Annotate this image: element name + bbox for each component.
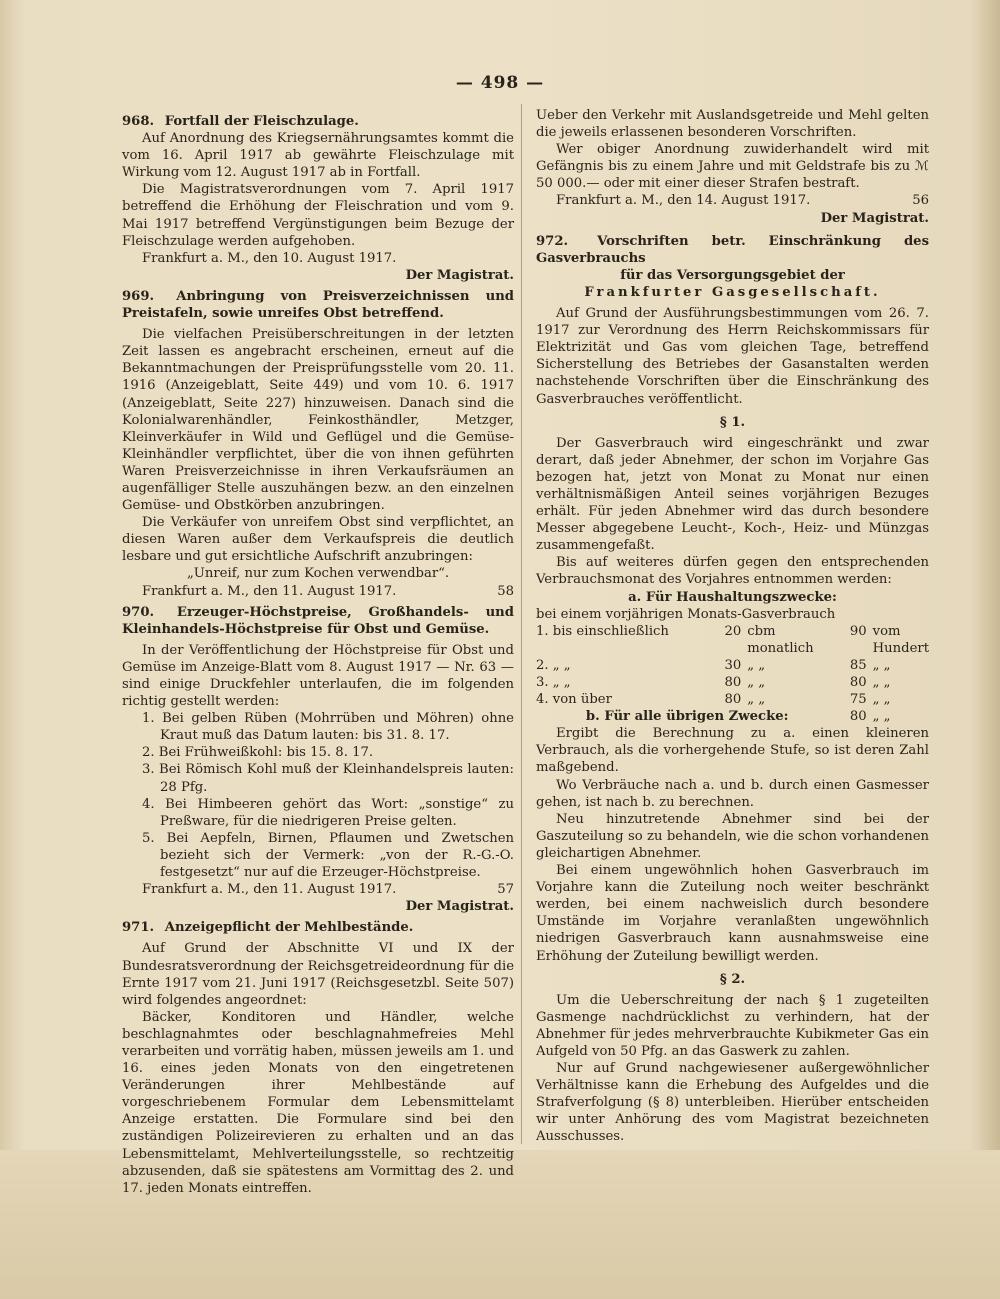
section-972-heading-line: Frankfurter Gasgesellschaft.: [584, 284, 881, 300]
section-971-paragraph: Bäcker, Konditoren und Händler, welche beschlagnahmtes oder beschlagnahmefreies Mehl verarbeiten und vorrätig haben, müssen jeweils am 1. und 16. eines jeden Monats von den eingetretenen Veränderungen ihrer Mehlbestände auf vorgeschriebenem Formular dem Lebensmittelamt Anzeige erstatten. Die Formulare sind bei den zuständigen Polizeirevieren zu erhalten und an das Lebensmittelamt, Mehlverteilungsstelle, so rechtzeitig abzusenden, daß sie spätestens am Vormittag des 2. und 17. jeden Monats eintreffen.: [122, 1009, 514, 1196]
section-972-paragraph: Neu hinzutretende Abnehmer sind bei der Gaszuteilung so zu behandeln, wie die schon vorhandenen gleichartigen Abnehmer.: [536, 811, 929, 861]
paragraph-marker: § 2.: [719, 971, 746, 987]
section-972-paragraph: Um die Ueberschreitung der nach § 1 zugeteilten Gasmenge nachdrücklichst zu verhindern, hat der Abnehmer für jedes mehrverbrauchte Kubikmeter Gas ein Aufgeld von 50 Pfg. an das Gaswerk zu zahlen.: [536, 992, 929, 1059]
section-969-quote: „Unreif, nur zum Kochen verwendbar“.: [186, 566, 450, 582]
section-972-heading: 972. Vorschriften betr. Einschränkung des Gasverbrauchs: [536, 233, 929, 266]
section-968-heading: 968. Fortfall der Fleischzulage.: [122, 114, 359, 129]
section-972-paragraph: Bis auf weiteres dürfen gegen den entsprechenden Verbrauchsmonat des Vorjahres entnommen werden:: [536, 555, 929, 588]
section-971-continued-paragraph: Ueber den Verkehr mit Auslandsgetreide und Mehl gelten die jeweils erlassenen besonderen Vorschriften.: [536, 108, 929, 141]
section-972-heading-line: für das Versorgungsgebiet der: [620, 267, 845, 283]
table-intro: bei einem vorjährigen Monats-Gasverbrauch: [536, 606, 836, 622]
table-row: 2. „ „ 30 „ „ 85 „ „: [536, 657, 891, 673]
left-column: [122, 113, 514, 1197]
section-971-signature: Der Magistrat.: [820, 210, 929, 226]
list-item: 4. Bei Himbeeren gehört das Wort: „sonstige“ zu Preßware, für die niedrigeren Preise gelten.: [142, 796, 514, 829]
list-item: 1. Bei gelben Rüben (Mohrrüben und Möhren) ohne Kraut muß das Datum lauten: bis 31. 8. 17.: [142, 711, 514, 744]
section-969-heading: 969. Anbringung von Preisverzeichnissen und Preistafeln, sowie unreifes Obst betreffend.: [122, 288, 514, 322]
section-972-paragraph: Ergibt die Berechnung zu a. einen kleineren Verbrauch, als die vorhergehende Stufe, so ist deren Zahl maßgebend.: [536, 726, 929, 776]
section-972-paragraph: Auf Grund der Ausführungsbestimmungen vom 26. 7. 1917 zur Verordnung des Herrn Reichskommissars für Elektrizität und Gas vom gleichen Tage, betreffend Sicherstellung des Betriebes der Gasanstalten werden nachstehende Vorschriften über die Einschränkung des Gasverbrauches veröffentlicht.: [536, 306, 929, 407]
section-972-paragraph: Wo Verbräuche nach a. und b. durch einen Gasmesser gehen, ist nach b. zu berechnen.: [536, 777, 929, 810]
section-968-paragraph: Die Magistratsverordnungen vom 7. April 1917 betreffend die Erhöhung der Fleischration und vom 9. Mai 1917 betreffend Vergünstigungen beim Bezuge der Fleischzulage werden aufgehoben.: [122, 182, 514, 249]
list-item: 3. Bei Römisch Kohl muß der Kleinhandelspreis lauten: 28 Pfg.: [142, 762, 514, 795]
section-970-dateline: Frankfurt a. M., den 11. August 1917. 57: [142, 882, 514, 898]
section-971-paragraph: Auf Grund der Abschnitte VI und IX der Bundesratsverordnung der Reichsgetreideordnung für die Ernte 1917 vom 21. Juni 1917 (Reichsgesetzbl. Seite 507) wird folgendes angeordnet:: [122, 941, 514, 1008]
gas-quota-table: [536, 623, 929, 726]
section-971-continued-paragraph: Wer obiger Anordnung zuwiderhandelt wird mit Gefängnis bis zu einem Jahre und mit Geldstrafe bis zu ℳ 50 000.— oder mit einer dieser Strafen bestraft.: [536, 142, 929, 192]
section-971-dateline: Frankfurt a. M., den 14. August 1917. 56: [556, 193, 929, 209]
list-item: 2. Bei Frühweißkohl: bis 15. 8. 17.: [142, 745, 374, 761]
page-number: — 498 —: [455, 73, 545, 93]
section-969-paragraph: Die vielfachen Preisüberschreitungen in der letzten Zeit lassen es angebracht erscheinen, erneut auf die Bekanntmachungen der Preisprüfungsstelle vom 20. 11. 1916 (Anzeigeblatt, Seite 449) und vom 10. 6. 1917 (Anzeigeblatt, Seite 227) hinzuweisen. Danach sind die Kolonialwarenhändler, Feinkosthändler, Metzger, Kleinverkäufer in Wild und Geflügel und die Gemüse-Kleinhändler verpflichtet, über die von ihnen geführten Waren Preisverzeichnisse in ihren Verkaufsräumen an augenfälliger Stelle auszuhängen bezw. an den einzelnen Gemüse- und Obstkörben anzubringen.: [122, 327, 514, 514]
right-column: [536, 107, 929, 1146]
column-divider: [521, 104, 522, 1144]
section-972-paragraph: Nur auf Grund nachgewiesener außergewöhnlicher Verhältnisse kann die Erhebung des Aufgeldes und die Strafverfolgung (§ 8) unterbleiben. Hierüber entscheiden wir unter Anhörung des vom Magistrat bezeichneten Ausschusses.: [536, 1061, 929, 1145]
table-row: 1. bis einschließlich 20 cbm monatlich 90 vom Hundert: [536, 623, 929, 656]
section-969-paragraph: Die Verkäufer von unreifem Obst sind verpflichtet, an diesen Waren außer dem Verkaufspreis die deutlich lesbare und gut ersichtliche Aufschrift anzubringen:: [122, 515, 514, 565]
section-970-signature: Der Magistrat.: [405, 899, 514, 915]
section-972-paragraph: Der Gasverbrauch wird eingeschränkt und zwar derart, daß jeder Abnehmer, der schon im Vorjahre Gas bezogen hat, jetzt von Monat zu Monat nur einen verhältnismäßigen Anteil seines vorjährigen Bezuges erhält. Für jeden Abnehmer wird das durch besondere Messer abgegebene Leucht-, Koch-, Heiz- und Münzgas zusammengefaßt.: [536, 435, 929, 554]
table-row: b. Für alle übrigen Zwecke: 80 „ „: [585, 709, 891, 725]
section-968-dateline: Frankfurt a. M., den 10. August 1917.: [142, 250, 397, 266]
section-968-paragraph: Auf Anordnung des Kriegsernährungsamtes kommt die vom 16. April 1917 ab gewährte Fleischzulage mit Wirkung vom 12. August 1917 ab in Fortfall.: [122, 131, 514, 181]
section-970-paragraph: In der Veröffentlichung der Höchstpreise für Obst und Gemüse im Anzeige-Blatt vom 8. August 1917 — Nr. 63 — sind einige Druckfehler unterlaufen, die im folgenden richtig gestellt werden:: [122, 642, 514, 710]
section-970-heading: 970. Erzeuger-Höchstpreise, Großhandels- und Kleinhandels-Höchstpreise für Obst und Gemüse.: [122, 604, 514, 637]
paragraph-marker: § 1.: [719, 414, 746, 430]
table-row: 3. „ „ 80 „ „ 80 „ „: [536, 675, 891, 690]
section-968-signature: Der Magistrat.: [405, 267, 514, 283]
section-971-heading: 971. Anzeigepflicht der Mehlbestände.: [122, 920, 414, 936]
table-row: 4. von über 80 „ „ 75 „ „: [536, 692, 891, 708]
list-item: 5. Bei Aepfeln, Birnen, Pflaumen und Zwetschen bezieht sich der Vermerk: „von der R.-G.-O. festgesetzt“ nur auf die Erzeuger-Höchstpreise.: [142, 830, 514, 881]
section-972-paragraph: Bei einem ungewöhnlich hohen Gasverbrauch im Vorjahre kann die Zuteilung noch weiter beschränkt werden, bei einem nachweislich durch besondere Umstände im Vorjahre veranlaßten ungewöhnlich niedrigen Gasverbrauch kann ausnahmsweise eine Erhöhung der Zuteilung bewilligt werden.: [536, 863, 929, 964]
section-969-dateline: Frankfurt a. M., den 11. August 1917. 58: [142, 583, 514, 599]
subheading-a: a. Für Haushaltungszwecke:: [628, 589, 837, 605]
